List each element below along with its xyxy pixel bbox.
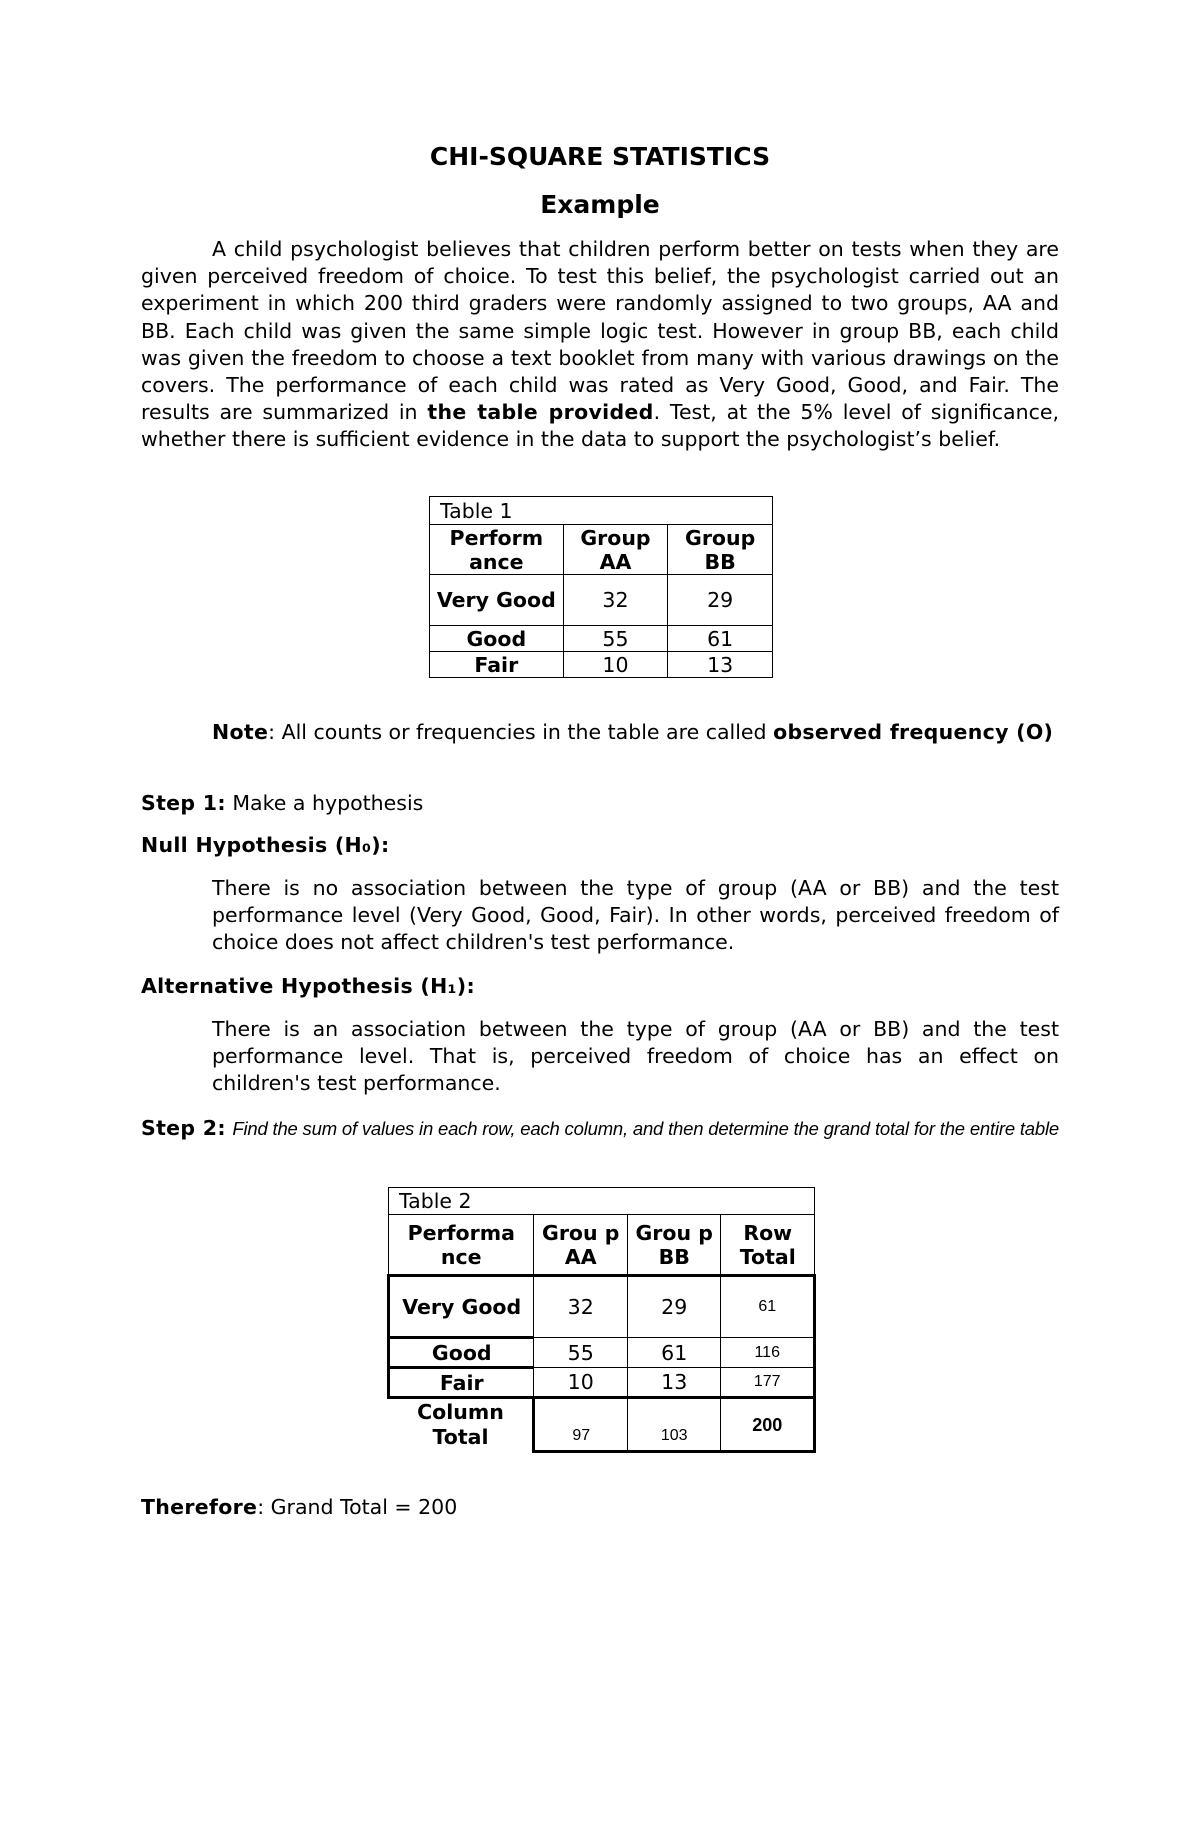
- table-2-header: Performa nce: [389, 1215, 534, 1276]
- table-2-cell: 61: [721, 1276, 815, 1338]
- table-1-cell: 32: [563, 575, 668, 626]
- table-2-header: Grou p AA: [534, 1215, 627, 1276]
- table-row: [389, 1276, 815, 1338]
- table-row: [389, 1398, 815, 1452]
- table-1: [429, 496, 773, 678]
- null-hypothesis-heading: [141, 832, 1059, 859]
- column-total-label: Column Total: [417, 1400, 504, 1450]
- note-text: : All counts or frequencies in the table are called: [268, 720, 774, 744]
- column-total-cell: 97: [534, 1398, 627, 1452]
- intro-paragraph: [141, 236, 1059, 454]
- table-2: [387, 1187, 816, 1453]
- table-2-cell: 55: [534, 1338, 627, 1368]
- table-1-cell: 55: [563, 626, 668, 652]
- note-paragraph: [141, 719, 1059, 746]
- table-2-header: Row Total: [721, 1215, 815, 1276]
- null-hypothesis-heading-text: Null Hypothesis (H₀):: [141, 833, 390, 857]
- alt-hypothesis-heading-text: Alternative Hypothesis (H₁):: [141, 974, 475, 998]
- table-row: [389, 1368, 815, 1398]
- table-1-header: Perform ance: [430, 525, 564, 575]
- table-2-caption: Table 2: [389, 1188, 815, 1215]
- note-bold: observed frequency (O): [773, 720, 1054, 744]
- table-2-cell: Very Good: [389, 1276, 534, 1338]
- table-2-cell: Good: [389, 1338, 534, 1368]
- conclusion-text: : Grand Total = 200: [257, 1495, 458, 1519]
- page-title: CHI-SQUARE STATISTICS: [429, 142, 771, 171]
- table-2-cell: 116: [721, 1338, 815, 1368]
- null-hypothesis-text: There is no association between the type of group (AA or BB) and the test performance level (Very Good, Good, Fair). In other words, perceived freedom of choice does not affect children's test performance.: [212, 876, 1059, 955]
- table-1-cell: Fair: [430, 652, 564, 678]
- table-1-cell: 61: [668, 626, 773, 652]
- table-1-cell: 10: [563, 652, 668, 678]
- note-label: Note: [212, 720, 269, 744]
- table-2-cell: Fair: [389, 1368, 534, 1398]
- table-row: [389, 1338, 815, 1368]
- table-1-cell: Very Good: [430, 575, 564, 626]
- table-1-cell: 29: [668, 575, 773, 626]
- intro-bold: the table provided: [427, 400, 654, 425]
- table-1-header: Group AA: [563, 525, 668, 575]
- alt-hypothesis-text: There is an association between the type of group (AA or BB) and the test performance level. That is, perceived freedom of choice has an effect on children's test performance.: [212, 1017, 1059, 1096]
- step-2-label: Step 2:: [141, 1116, 226, 1140]
- table-1-cell: Good: [430, 626, 564, 652]
- table-2-cell: 29: [627, 1276, 720, 1338]
- table-row: [430, 652, 773, 678]
- table-1-cell: 13: [668, 652, 773, 678]
- column-total-cell: 103: [627, 1398, 720, 1452]
- table-row: [430, 626, 773, 652]
- intro-text-end: . Test, at the 5% level of significance, whether there is sufficient evidence in the data to support the psychologist’s belief.: [141, 400, 1059, 452]
- conclusion: [141, 1494, 1059, 1521]
- step-1-text: Make a hypothesis: [225, 791, 424, 815]
- table-2-header: Grou p BB: [627, 1215, 720, 1276]
- page-subtitle: Example: [540, 190, 660, 219]
- table-2-cell: 13: [627, 1368, 720, 1398]
- table-row: [430, 575, 773, 626]
- alt-hypothesis-heading: [141, 973, 1059, 1000]
- table-2-cell: 10: [534, 1368, 627, 1398]
- table-2-cell: 32: [534, 1276, 627, 1338]
- grand-total-cell: 200: [721, 1398, 815, 1452]
- intro-text: A child psychologist believes that children perform better on tests when they are given perceived freedom of choice. To test this belief, the psychologist carried out an experiment in which 200 third graders were randomly assigned to two groups, AA and BB. Each child was given the same simple logic test. However in group BB, each child was given the freedom to choose a text booklet from many with various drawings on the covers. The performance of each child was rated as Very Good, Good, and Fair. The results are summarized in: [141, 237, 1059, 425]
- step-2: [141, 1114, 1059, 1143]
- step-1: [141, 790, 1059, 817]
- conclusion-label: Therefore: [141, 1495, 258, 1519]
- step-2-text: Find the sum of values in each row, each column, and then determine the grand total for the entire table: [232, 1118, 1059, 1139]
- table-2-cell: 177: [721, 1368, 815, 1398]
- step-1-label: Step 1:: [141, 791, 226, 815]
- table-1-caption: Table 1: [430, 497, 773, 525]
- table-2-cell: 61: [627, 1338, 720, 1368]
- table-1-header: Group BB: [668, 525, 773, 575]
